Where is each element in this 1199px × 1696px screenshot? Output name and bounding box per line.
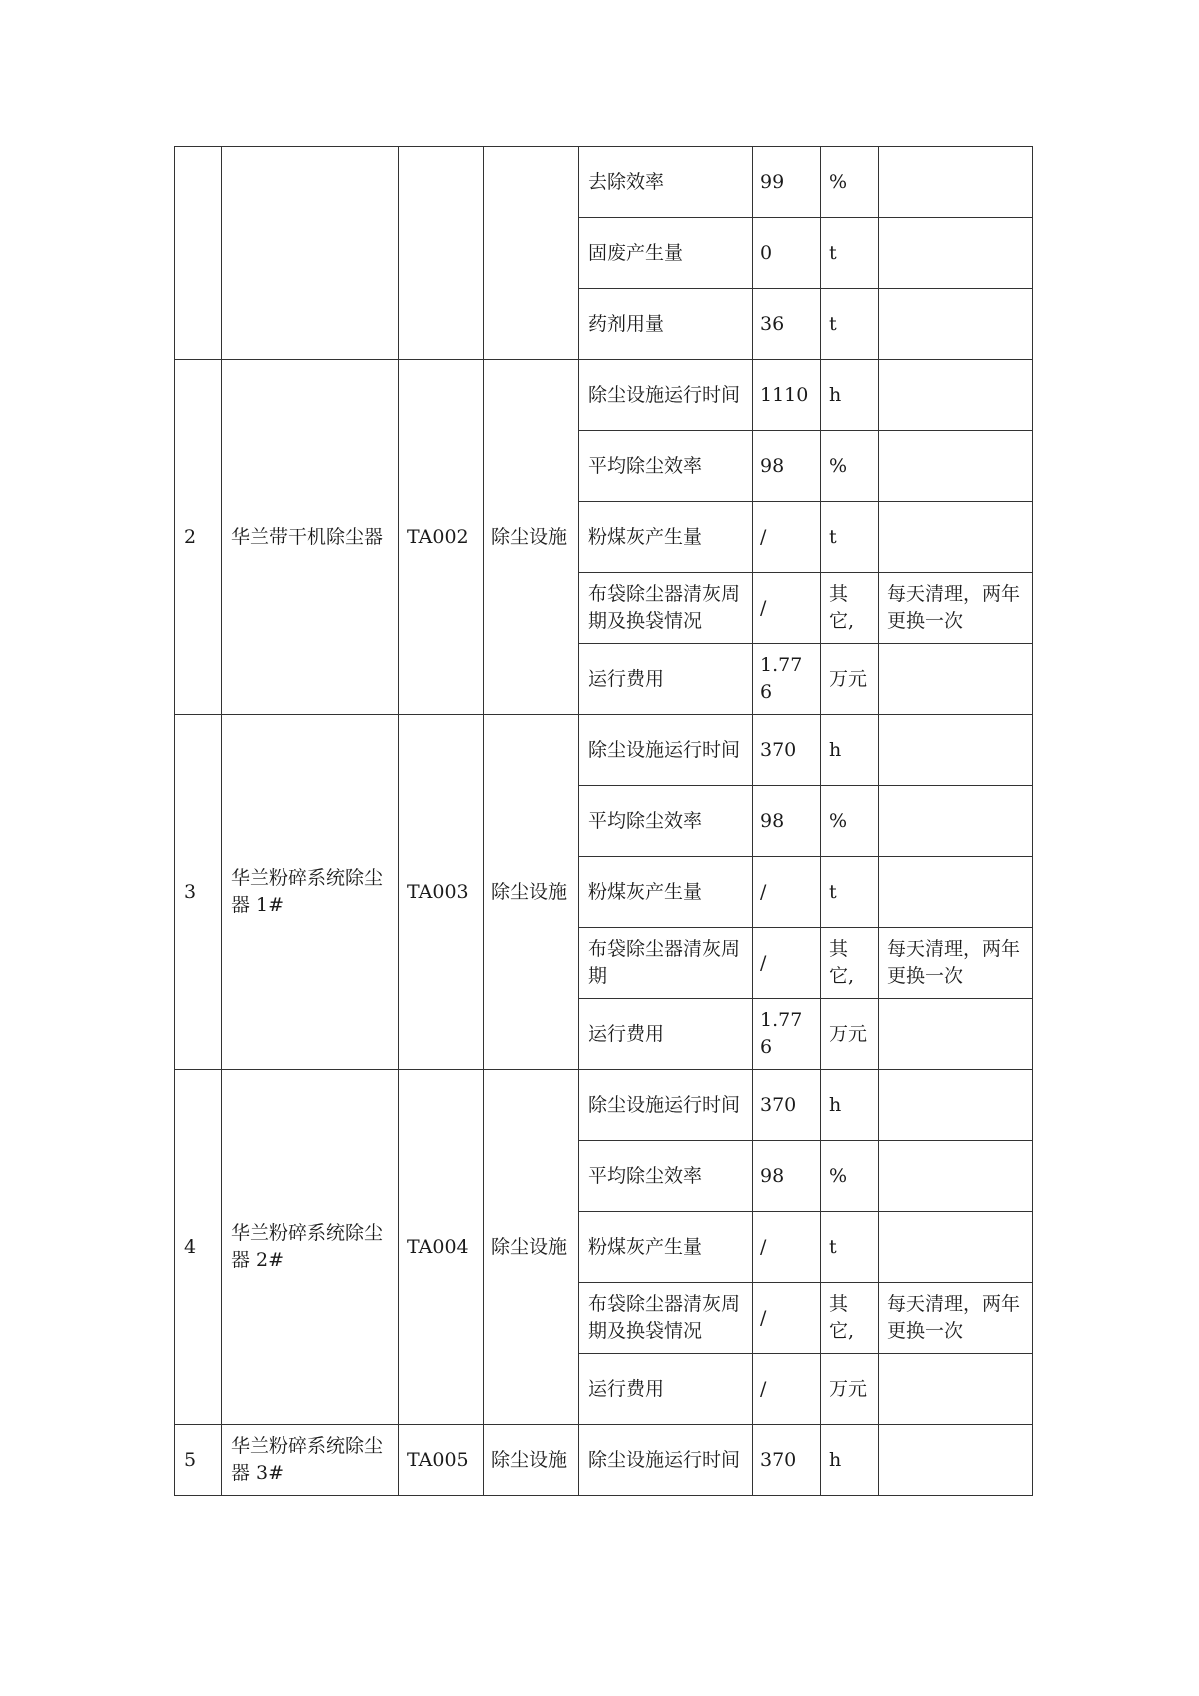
metric-value: 98 [753,1141,821,1212]
table-row [175,360,1033,431]
facility-name: 华兰粉碎系统除尘器 3# [222,1425,399,1496]
metric-name: 除尘设施运行时间 [579,360,753,431]
metric-value: 0 [753,218,821,289]
metric-name: 除尘设施运行时间 [579,1425,753,1496]
metric-note [879,999,1033,1070]
metric-value: 1.776 [753,644,821,715]
facility-table [174,146,1033,1496]
metric-name: 除尘设施运行时间 [579,1070,753,1141]
metric-unit: 其它, [821,573,879,644]
metric-value: 36 [753,289,821,360]
metric-unit: % [821,431,879,502]
metric-name: 粉煤灰产生量 [579,857,753,928]
metric-name: 布袋除尘器清灰周期 [579,928,753,999]
metric-name: 去除效率 [579,147,753,218]
metric-unit: 其它, [821,928,879,999]
facility-code: TA004 [399,1070,484,1425]
metric-note [879,786,1033,857]
metric-value: / [753,1212,821,1283]
metric-unit: % [821,786,879,857]
metric-name: 运行费用 [579,999,753,1070]
metric-unit: t [821,1212,879,1283]
metric-note [879,1141,1033,1212]
table-row [175,1425,1033,1496]
facility-type: 除尘设施 [484,1425,579,1496]
metric-unit: % [821,1141,879,1212]
metric-value: 370 [753,715,821,786]
metric-name: 药剂用量 [579,289,753,360]
metric-unit: h [821,1070,879,1141]
metric-note: 每天清理，两年更换一次 [879,573,1033,644]
metric-value: / [753,1283,821,1354]
table-row [175,147,1033,218]
metric-note: 每天清理，两年更换一次 [879,1283,1033,1354]
facility-type: 除尘设施 [484,715,579,1070]
metric-note: 每天清理，两年更换一次 [879,928,1033,999]
facility-type [484,147,579,360]
metric-name: 运行费用 [579,1354,753,1425]
metric-name: 固废产生量 [579,218,753,289]
metric-name: 布袋除尘器清灰周期及换袋情况 [579,1283,753,1354]
facility-code: TA005 [399,1425,484,1496]
facility-number [175,147,222,360]
facility-type: 除尘设施 [484,1070,579,1425]
metric-unit: 万元 [821,999,879,1070]
metric-name: 平均除尘效率 [579,1141,753,1212]
metric-name: 平均除尘效率 [579,431,753,502]
metric-name: 运行费用 [579,644,753,715]
metric-value: / [753,573,821,644]
metric-note [879,218,1033,289]
metric-value: 370 [753,1425,821,1496]
metric-note [879,147,1033,218]
facility-number: 3 [175,715,222,1070]
metric-unit: t [821,218,879,289]
facility-code: TA003 [399,715,484,1070]
metric-note [879,502,1033,573]
table-body [175,147,1033,1496]
facility-code: TA002 [399,360,484,715]
facility-number: 2 [175,360,222,715]
metric-value: / [753,857,821,928]
metric-unit: h [821,360,879,431]
metric-name: 粉煤灰产生量 [579,502,753,573]
metric-value: 98 [753,431,821,502]
metric-value: 99 [753,147,821,218]
metric-unit: t [821,857,879,928]
metric-note [879,289,1033,360]
facility-number: 5 [175,1425,222,1496]
facility-code [399,147,484,360]
metric-note [879,644,1033,715]
metric-value: 98 [753,786,821,857]
table-row [175,715,1033,786]
metric-note [879,431,1033,502]
metric-name: 平均除尘效率 [579,786,753,857]
metric-name: 除尘设施运行时间 [579,715,753,786]
metric-note [879,1070,1033,1141]
facility-name: 华兰粉碎系统除尘器 1# [222,715,399,1070]
facility-name [222,147,399,360]
facility-type: 除尘设施 [484,360,579,715]
metric-name: 布袋除尘器清灰周期及换袋情况 [579,573,753,644]
metric-unit: t [821,289,879,360]
metric-value: / [753,1354,821,1425]
metric-unit: 万元 [821,1354,879,1425]
metric-note [879,360,1033,431]
metric-unit: % [821,147,879,218]
metric-value: 370 [753,1070,821,1141]
table-row [175,1070,1033,1141]
facility-name: 华兰粉碎系统除尘器 2# [222,1070,399,1425]
facility-number: 4 [175,1070,222,1425]
metric-unit: h [821,1425,879,1496]
metric-note [879,857,1033,928]
metric-unit: 万元 [821,644,879,715]
metric-value: / [753,928,821,999]
metric-note [879,715,1033,786]
metric-unit: h [821,715,879,786]
metric-value: 1.776 [753,999,821,1070]
facility-name: 华兰带干机除尘器 [222,360,399,715]
metric-unit: 其它, [821,1283,879,1354]
metric-unit: t [821,502,879,573]
metric-note [879,1212,1033,1283]
metric-name: 粉煤灰产生量 [579,1212,753,1283]
metric-value: / [753,502,821,573]
metric-value: 1110 [753,360,821,431]
metric-note [879,1425,1033,1496]
metric-note [879,1354,1033,1425]
